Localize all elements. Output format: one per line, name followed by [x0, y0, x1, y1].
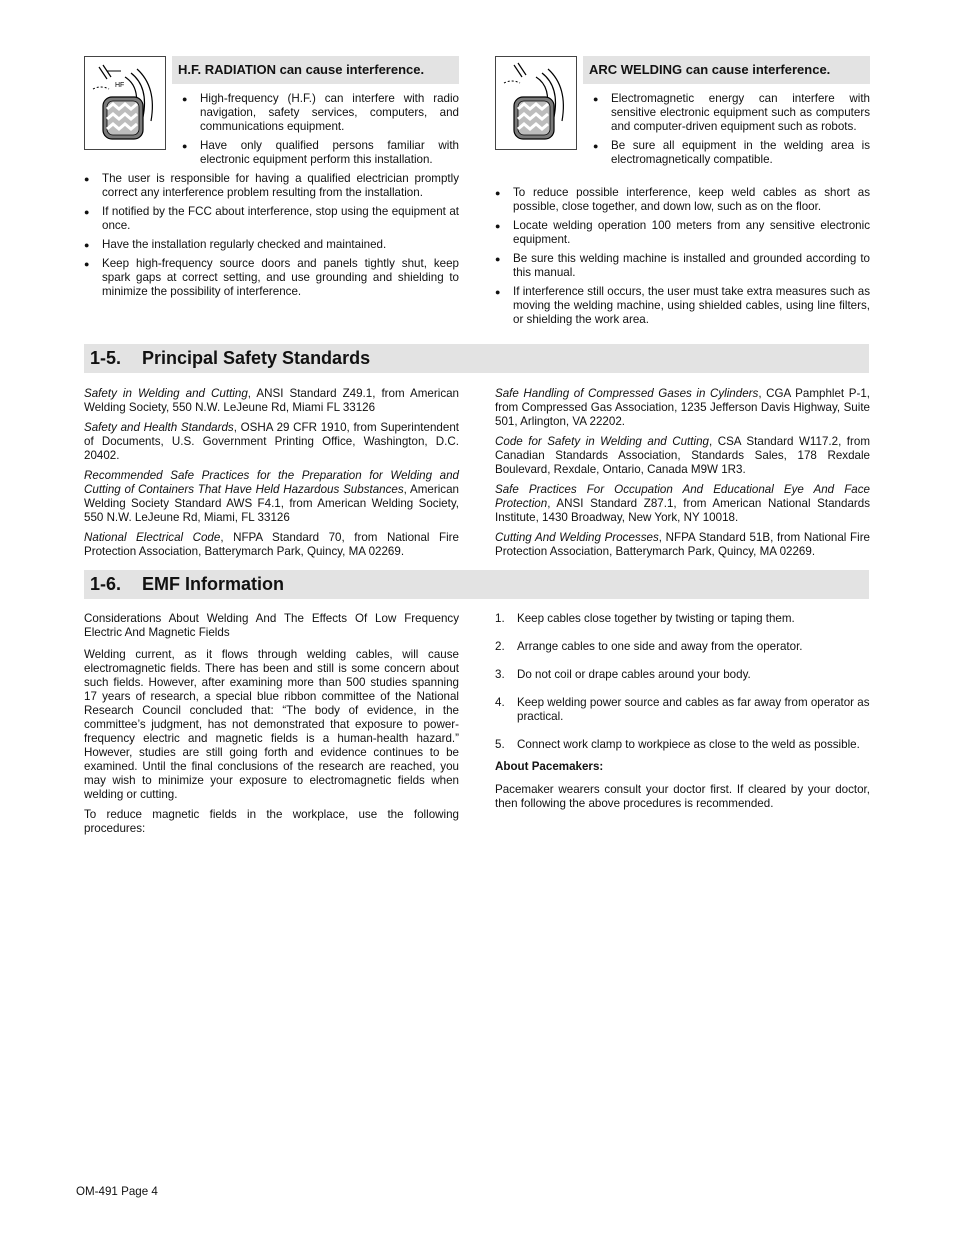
list-item: 3. Do not coil or drape cables around your body. — [495, 668, 751, 681]
pacemaker-heading: About Pacemakers: — [495, 760, 604, 773]
list-item: ● Locate welding operation 100 meters from any sensitive electronic equipment. — [485, 219, 870, 247]
list-item: ● Have only qualified persons familiar with electronic equipment perform this installation. — [172, 139, 459, 167]
standards-section-label: Principal Safety Standards — [142, 348, 371, 368]
standard-entry: National Electrical Code, NFPA Standard 70, from National Fire Protection Association, Batterymarch Park, Quincy, MA 02269. — [84, 531, 459, 558]
list-item: ● The user is responsible for having a qualified electrician promptly correct any interference problem resulting from the installation. — [74, 172, 459, 200]
standard-title: National Electrical Code — [84, 531, 221, 544]
list-item: 2. Arrange cables to one side and away from the operator. — [495, 640, 803, 653]
list-item: ● High-frequency (H.F.) can interfere with radio navigation, safety services, computers, and communications equipment. — [172, 92, 459, 134]
arc-welding-icon — [495, 56, 577, 150]
arc-hazard-header — [495, 56, 870, 166]
list-item: ● Be sure this welding machine is installed and grounded according to this manual. — [485, 252, 870, 280]
standards-left-column — [84, 387, 459, 565]
arc-bullets — [485, 186, 870, 327]
arc-hazard-block — [495, 56, 870, 332]
list-item: ● Keep high-frequency source doors and panels tightly shut, keep spark gaps at correct setting, and use grounding and shielding to minimize the possibility of interference. — [74, 257, 459, 299]
hf-hazard-block — [84, 56, 459, 304]
standard-title: Safe Handling of Compressed Gases in Cylinders — [495, 387, 759, 400]
standard-entry: Safe Handling of Compressed Gases in Cylinders, CGA Pamphlet P-1, from Compressed Gas Association, 1235 Jefferson Davis Highway, Suite 501, Arlington, VA 22202. — [495, 387, 870, 428]
page-footer: OM-491 Page 4 — [76, 1185, 158, 1198]
emf-intro: Considerations About Welding And The Effects Of Low Frequency Electric And Magnetic Fields — [84, 612, 459, 639]
hf-top-bullets — [172, 92, 459, 172]
list-item: 1. Keep cables close together by twisting or taping them. — [495, 612, 795, 625]
list-item: ● Have the installation regularly checked and maintained. — [74, 238, 459, 252]
list-item: 4. Keep welding power source and cables as far away from operator as practical. — [495, 696, 870, 723]
arc-hazard-title: ARC WELDING can cause interference. — [583, 56, 870, 84]
standard-title: Code for Safety in Welding and Cutting — [495, 435, 709, 448]
emf-procedures-intro: To reduce magnetic fields in the workplace, use the following procedures: — [84, 808, 459, 835]
standard-entry: Safety and Health Standards, OSHA 29 CFR 1910, from Superintendent of Documents, U.S. Government Printing Office, Washington, D.C. 20402. — [84, 421, 459, 462]
standards-section-title — [84, 344, 869, 373]
list-item: 5. Connect work clamp to workpiece as close to the weld as possible. — [495, 738, 860, 751]
standard-title: Cutting And Welding Processes — [495, 531, 659, 544]
standard-entry: Safety in Welding and Cutting, ANSI Standard Z49.1, from American Welding Society, 550 N.W. LeJeune Rd, Miami FL 33126 — [84, 387, 460, 414]
emf-left-column — [84, 612, 459, 842]
emf-section-number: 1-6. — [90, 574, 122, 594]
emf-section-label: EMF Information — [142, 574, 284, 594]
emf-steps-list — [495, 612, 870, 752]
emf-section-title — [84, 570, 869, 599]
standard-title: Safety in Welding and Cutting — [84, 387, 248, 400]
arc-top-bullets — [583, 92, 870, 172]
standard-entry: Code for Safety in Welding and Cutting, CSA Standard W117.2, from Canadian Standards Association, Standards Sales, 178 Rexdale Boulevard, Rexdale, Ontario, Canada M9W 1R3. — [495, 435, 870, 476]
standard-title: Safety and Health Standards — [84, 421, 234, 434]
hf-hazard-title: H.F. RADIATION can cause interference. — [172, 56, 459, 84]
emf-body: Welding current, as it flows through welding cables, will cause electromagnetic fields. There has been and still is some concern about such fields. However, after examining more than 500 studies spanning 17 years of research, a special blue ribbon committee of the National Research Council concluded that: “The body of evidence, in the committee’s judgment, has not demonstrated that exposure to power-frequency electric and magnetic fields is a human-health hazard.” However, studies are still going forth and evidence continues to be examined. Until the final conclusions of the research are reached, you may wish to minimize your exposure to electromagnetic fields when welding or cutting. — [84, 648, 459, 801]
standard-title: Safe Practices For Occupation And Educational Eye And Face Protection — [495, 483, 870, 510]
list-item: ● To reduce possible interference, keep weld cables as short as possible, close together, and down low, such as on the floor. — [485, 186, 870, 214]
hf-hazard-header — [84, 56, 459, 166]
standard-entry: Safe Practices For Occupation And Educational Eye And Face Protection, ANSI Standard Z87.1, from American National Standards Institute, 1430 Broadway, New York, NY 10018. — [495, 483, 870, 524]
pacemaker-text: Pacemaker wearers consult your doctor first. If cleared by your doctor, then following the above procedures is recommended. — [495, 783, 870, 810]
standards-section-number: 1-5. — [90, 348, 122, 368]
standards-right-column — [495, 387, 870, 565]
list-item: ● If notified by the FCC about interference, stop using the equipment at once. — [74, 205, 459, 233]
hf-bullets — [74, 172, 459, 299]
standard-entry: Cutting And Welding Processes, NFPA Standard 51B, from National Fire Protection Association, Batterymarch Park, Quincy, MA 02269. — [495, 531, 870, 558]
list-item: ● Be sure all equipment in the welding area is electromagnetically compatible. — [583, 139, 870, 167]
emf-right-column — [495, 612, 870, 817]
hf-radiation-icon — [84, 56, 166, 150]
list-item: ● Electromagnetic energy can interfere with sensitive electronic equipment such as computers and computer-driven equipment such as robots. — [583, 92, 870, 134]
list-item: ● If interference still occurs, the user must take extra measures such as moving the welding machine, using shielded cables, using line filters, or shielding the work area. — [485, 285, 870, 327]
standard-title: Recommended Safe Practices for the Preparation for Welding and Cutting of Containers That Have Held Hazardous Substances — [84, 469, 459, 496]
standard-entry: Recommended Safe Practices for the Preparation for Welding and Cutting of Containers That Have Held Hazardous Substances, American Welding Society Standard AWS F4.1, from American Welding Society, 550 N.W. LeJeune Rd, Miami, FL 33126 — [84, 469, 459, 524]
hf-icon-label: HF — [115, 82, 125, 89]
